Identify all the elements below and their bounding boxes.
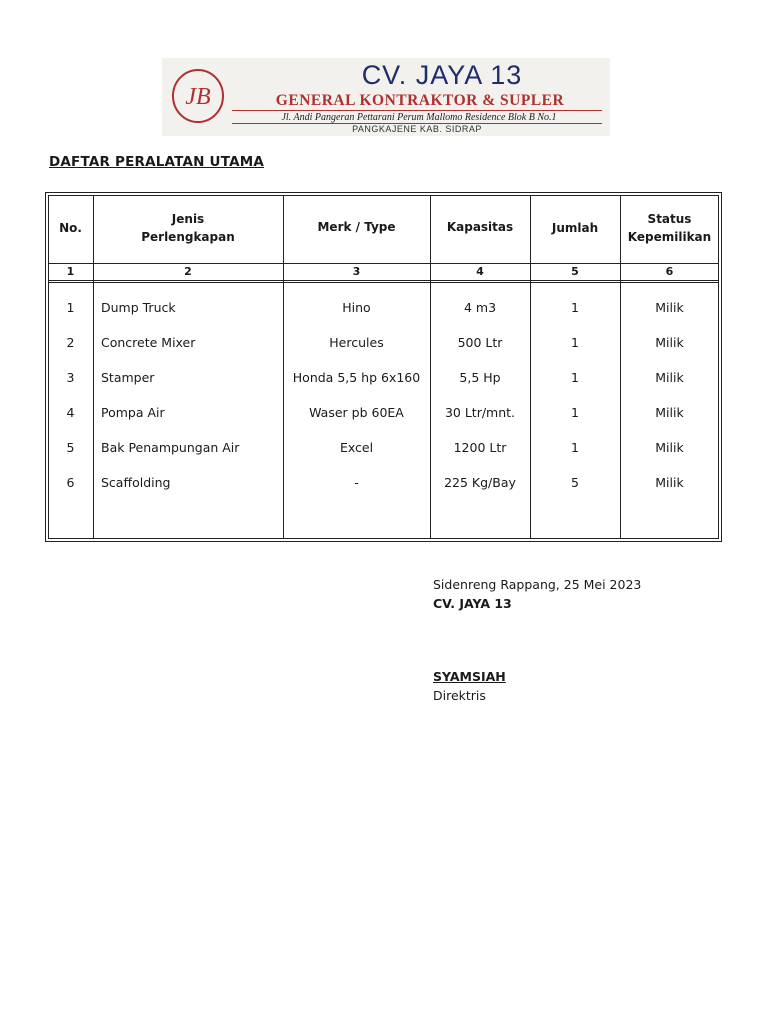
row-no: 5	[66, 440, 75, 455]
row-status: Milik	[655, 405, 684, 420]
row-no: 4	[66, 405, 75, 420]
row-no: 3	[66, 370, 75, 385]
header-kapasitas: Kapasitas	[446, 220, 514, 234]
row-jenis: Bak Penampungan Air	[101, 440, 240, 455]
header-status: Status Kepemilikan	[627, 212, 712, 244]
row-merk: Honda 5,5 hp 6x160	[292, 370, 421, 385]
row-status: Milik	[655, 475, 684, 490]
row-no: 1	[66, 300, 75, 315]
row-status: Milik	[655, 370, 684, 385]
column-number: 5	[571, 265, 579, 278]
header-jenis: Jenis Perlengkapan	[141, 212, 235, 244]
row-jumlah: 1	[571, 405, 579, 420]
row-jenis: Dump Truck	[101, 300, 176, 315]
row-jenis: Concrete Mixer	[101, 335, 196, 350]
column-number: 6	[665, 265, 674, 278]
row-no: 6	[66, 475, 75, 490]
signatory-name: SYAMSIAH	[433, 669, 506, 684]
column-number: 4	[476, 265, 484, 278]
company-logo	[170, 68, 226, 124]
table-col-divider	[93, 195, 94, 539]
row-kapasitas: 1200 Ltr	[453, 440, 507, 455]
row-jumlah: 1	[571, 440, 579, 455]
signatory-position: Direktris	[433, 688, 486, 703]
row-jenis: Scaffolding	[101, 475, 171, 490]
letterhead-rule-top	[232, 110, 602, 111]
row-no: 2	[66, 335, 75, 350]
row-status: Milik	[655, 300, 684, 315]
row-kapasitas: 225 Kg/Bay	[444, 475, 516, 490]
row-jenis: Stamper	[101, 370, 155, 385]
table-number-divider	[48, 280, 719, 281]
company-subtitle: GENERAL KONTRAKTOR & SUPLER	[275, 92, 565, 109]
document-title: DAFTAR PERALATAN UTAMA	[49, 154, 265, 170]
row-status: Milik	[655, 440, 684, 455]
row-merk: Hino	[342, 300, 371, 315]
row-merk: Waser pb 60EA	[309, 405, 404, 420]
header-jumlah: Jumlah	[551, 221, 599, 235]
signature-company: CV. JAYA 13	[433, 596, 512, 611]
row-jumlah: 1	[571, 335, 579, 350]
row-jumlah: 1	[571, 300, 579, 315]
company-city: PANGKAJENE KAB. SIDRAP	[352, 124, 482, 134]
row-status: Milik	[655, 335, 684, 350]
header-merk: Merk / Type	[317, 220, 396, 234]
table-number-divider	[48, 282, 719, 283]
place-date: Sidenreng Rappang, 25 Mei 2023	[433, 577, 642, 592]
row-merk: Excel	[339, 440, 374, 455]
column-number: 2	[184, 265, 192, 278]
header-no: No.	[59, 221, 82, 235]
company-name: CV. JAYA 13	[361, 60, 523, 90]
row-jumlah: 1	[571, 370, 579, 385]
row-kapasitas: 500 Ltr	[457, 335, 503, 350]
logo-text: JB	[185, 84, 211, 110]
row-merk: Hercules	[329, 335, 384, 350]
row-kapasitas: 4 m3	[463, 300, 497, 315]
row-merk: -	[354, 475, 359, 490]
row-jenis: Pompa Air	[101, 405, 165, 420]
column-number: 1	[66, 265, 75, 278]
row-jumlah: 5	[571, 475, 579, 490]
company-address: Jl. Andi Pangeran Pettarani Perum Mallomo Residence Blok B No.1	[281, 112, 557, 123]
row-kapasitas: 30 Ltr/mnt.	[444, 405, 516, 420]
row-kapasitas: 5,5 Hp	[459, 370, 501, 385]
column-number: 3	[352, 265, 361, 278]
letterhead	[162, 58, 610, 136]
